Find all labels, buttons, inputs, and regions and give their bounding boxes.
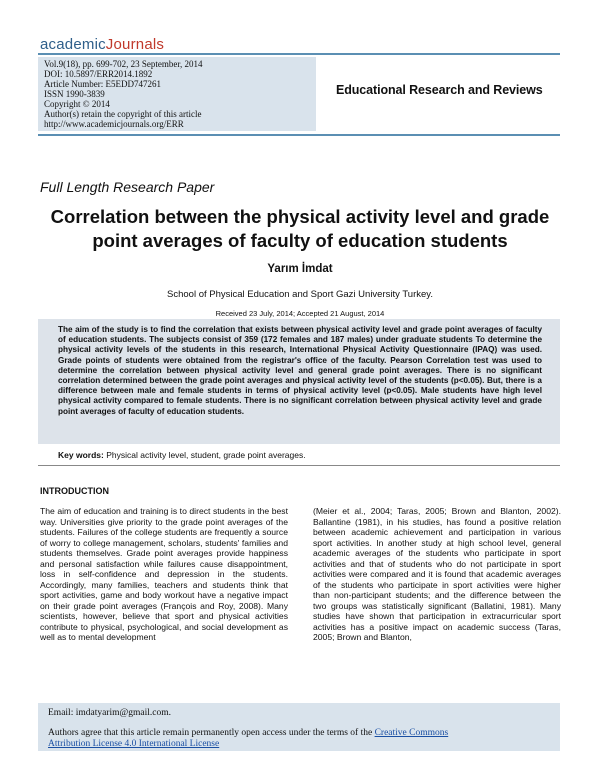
received-dates: Received 23 July, 2014; Accepted 21 August, 2014 [215, 309, 385, 318]
meta-volume: Vol.9(18), pp. 699-702, 23 September, 2014 [44, 59, 203, 69]
license-text: Authors agree that this article remain permanently open access under the terms of the [48, 728, 375, 738]
article-meta-box [38, 57, 316, 131]
introduction-heading: INTRODUCTION [40, 486, 109, 496]
logo-prefix: academic [40, 36, 106, 53]
header-rule-bottom [38, 134, 560, 136]
meta-doi: DOI: 10.5897/ERR2014.1892 [44, 69, 153, 79]
intro-right-column: (Meier et al., 2004; Taras, 2005; Brown and Blanton, 2002). Ballantine (1981), in his studies, has found a positive relation between academic achievement and participation in various sport activities. In another study at high school level, general academic averages of the students who participate in sport activities and that of students who do not participate in sport activities were compared and it is found that academic averages of the students who participate in sport activities were higher than non-participant students; and the difference between the two groups was statistically significant (Ballatini, 1981). Many studies have shown that participation in extracurricular sport activities has a positive impact on academic success (Taras, 2005; Brown and Blanton, [313, 506, 561, 642]
header-rule-top [38, 53, 560, 55]
journal-name: Educational Research and Reviews [336, 83, 543, 97]
corresponding-email: Email: imdatyarim@gmail.com. [48, 708, 171, 718]
meta-issn: ISSN 1990-3839 [44, 89, 105, 99]
author-affiliation: School of Physical Education and Sport Gazi University Turkey. [167, 289, 433, 300]
keywords-rule [38, 465, 560, 466]
paper-type: Full Length Research Paper [40, 179, 215, 195]
meta-copyright: Copyright © 2014 [44, 99, 110, 109]
meta-rights: Author(s) retain the copyright of this article [44, 109, 202, 119]
keywords-text: Physical activity level, student, grade point averages. [106, 450, 306, 460]
logo-suffix: Journals [105, 36, 165, 53]
keywords-line [58, 450, 306, 460]
meta-article-number: Article Number: E5EDD747261 [44, 79, 161, 89]
license-link-cc[interactable]: Creative Commons [374, 728, 449, 738]
paper-title: Correlation between the physical activity level and grade point averages of faculty of education students [50, 206, 550, 251]
abstract-text: The aim of the study is to find the correlation that exists between physical activity level and grade point averages of faculty of education students. The subjects consist of 359 (172 females and 187 males) under graduate students To determine the physical activity levels of the students in this research, International Physical Activity Questionnaire (IPAQ) was used. Grade points of students were obtained from the registrar's office of the faculty. Pearson Correlation test was used to determine the correlation between physical activity level and general grade point averages. There is no significant correlation determined between the grade point averages and physical activity level of the students (p<0.05). But, there is a difference between male and female students in terms of physical activity level (p<0.05). Male students have high level physical activity compared to female students. There is no significant correlation between physical activity level and grade point averages of faculty of education students. [58, 325, 542, 416]
journal-logo [40, 36, 164, 53]
license-link-attribution[interactable]: Attribution License 4.0 International License [48, 739, 220, 749]
intro-left-column: The aim of education and training is to direct students in the best way. Universities give priority to the grade point averages of the students. Failures of the college students are frequently a source of worry to college management, scholars, students' families and students themselves. Grade point averages provide happiness and personal satisfaction while failures cause disappointment, loss in self-confidence and depression in the students. Accordingly, many families, teachers and students think that sport activities, game and body workout have a negative impact on their grade point averages (François and Roy, 2008). Many scientists, however, believe that sport and physical activities contribute to physical, psychological, and social development as well as to mental development [40, 506, 288, 642]
meta-url: http://www.academicjournals.org/ERR [44, 119, 184, 129]
license-notice [48, 728, 554, 750]
author-name: Yarım İmdat [267, 263, 333, 275]
keywords-label: Key words: [58, 450, 104, 460]
